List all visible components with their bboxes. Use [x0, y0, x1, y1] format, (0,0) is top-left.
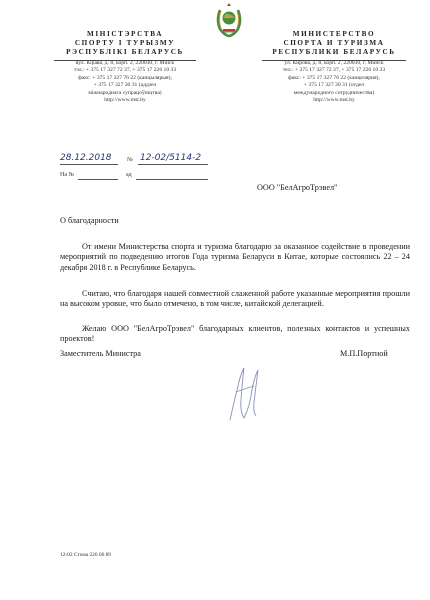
registration-number-line — [138, 164, 208, 165]
header-left — [50, 30, 200, 104]
header-right-dept: международного сотрудничества) — [293, 89, 375, 96]
body-paragraph-3 — [60, 324, 410, 345]
header-right-address: ул. Кирова, д. 8, корп. 2, 220030, г. Минск — [284, 60, 384, 66]
header-left-phone: тэл.: + 375 17 327 72 37, + 375 17 226 10 33 — [73, 67, 177, 74]
state-emblem-icon — [214, 2, 244, 38]
body-paragraph-2-text: Считаю, что благодаря нашей совместной слаженной работе указанные мероприятия прошли на высоком уровне, что было отмечено, в том числе, китайской делегацией. — [60, 289, 410, 309]
reference-date-line — [136, 179, 208, 180]
body-paragraph-1 — [60, 242, 410, 273]
handwritten-signature — [222, 362, 266, 422]
header-right-fax: факс: + 375 17 327 76 22 (канцелярия), — [288, 74, 380, 81]
header-left-web: http://www.mst.by — [104, 97, 146, 104]
registration-number: 12-02/5114-2 — [140, 153, 202, 163]
addressee: ООО "БелАгроТрэвел" — [257, 183, 338, 192]
header-left-address: вул. Кірава, д. 8, корп. 2, 220030, г. Мінск — [75, 60, 175, 66]
signatory-position: Заместитель Министра — [60, 349, 141, 358]
reference-number-line — [78, 179, 118, 180]
executor-note: 12-02 Стома 226 06 89 — [60, 552, 112, 558]
header-left-dept: міжнароднага супрацоўніцтва) — [88, 89, 162, 96]
registration-date: 28.12.2018 — [60, 153, 112, 163]
header-left-rule — [54, 60, 196, 61]
header-right-phone: тел.: + 375 17 327 72 37, + 375 17 226 10 33 — [282, 67, 386, 74]
registration-date-line — [60, 164, 118, 165]
signatory-name: М.П.Портной — [340, 349, 388, 358]
header-right-web: http://www.mst.by — [313, 97, 355, 104]
header-right-rule — [262, 60, 406, 61]
letter-subject: О благодарности — [60, 216, 119, 225]
header-right-title-3: РЕСПУБЛИКИ БЕЛАРУСЬ — [272, 48, 396, 56]
header-right-title-2: СПОРТА И ТУРИЗМА — [283, 39, 385, 47]
header-right — [258, 30, 410, 104]
header-left-fax2: + 375 17 327 30 31 (аддзел — [93, 82, 157, 89]
header-left-title-2: СПОРТУ І ТУРЫЗМУ — [74, 39, 176, 47]
header-left-title-3: РЭСПУБЛІКІ БЕЛАРУСЬ — [66, 48, 184, 56]
reference-label: На № — [60, 172, 75, 178]
body-paragraph-3-text: Желаю ООО "БелАгроТрэвел" благодарных клиентов, полезных контактов и успешных проектов! — [60, 324, 410, 344]
reference-from-label: ад — [126, 172, 132, 178]
header-left-title-1: МІНІСТЭРСТВА — [86, 30, 164, 38]
header-right-fax2: + 375 17 327 30 31 (отдел — [303, 82, 365, 89]
header-right-title-1: МИНИСТЕРСТВО — [292, 30, 376, 38]
body-paragraph-1-text: От имени Министерства спорта и туризма благодарю за оказанное содействие в проведении мероприятий по подведению итогов Года туризма Беларуси в Китае, которые состоялись 22 – 24 декабря 2018 г. в Республике Беларусь. — [60, 242, 410, 272]
header-left-fax: факс: + 375 17 327 76 22 (канцылярыя), — [78, 74, 172, 81]
registration-number-sign: № — [127, 157, 133, 163]
body-paragraph-2 — [60, 289, 410, 310]
